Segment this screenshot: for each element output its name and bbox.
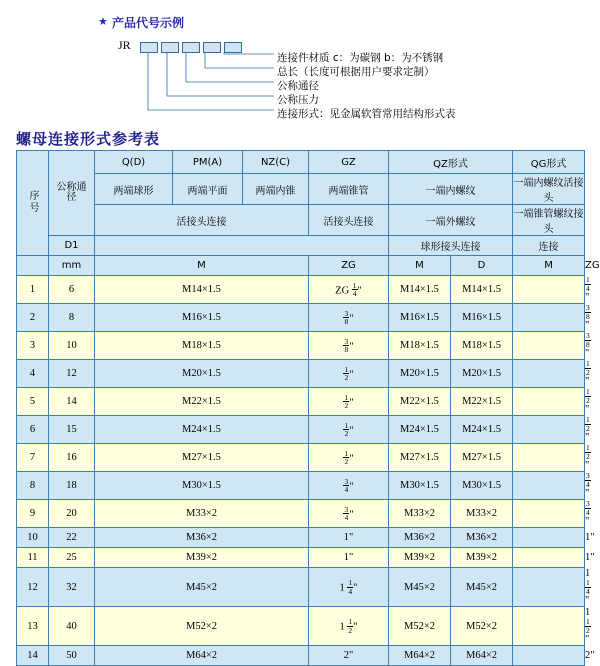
cell-m-qd: M24×1.5 [95,416,309,444]
cell-seq: 5 [17,388,49,416]
cell-dn: 50 [49,646,95,666]
cell-seq: 7 [17,444,49,472]
cell-qz-d: M24×1.5 [451,416,513,444]
cell-dn: 20 [49,500,95,528]
table-row: 14 50 M64×2 2" M64×2 M64×2 2" [17,646,585,666]
cell-zg-gz: $\frac{3}{4}$ " [309,472,389,500]
cell-zg-gz: $\frac{1}{2}$ " [309,388,389,416]
legend-title: 产品代号示例 [112,16,185,30]
cell-m-qd: M52×2 [95,607,309,646]
cell-seq: 4 [17,360,49,388]
header-group-gz: GZ [309,151,389,174]
cell-seq: 13 [17,607,49,646]
cell-seq: 11 [17,548,49,568]
cell-qz-m: M39×2 [389,548,451,568]
cell-dn: 22 [49,528,95,548]
header-row-units: mm M ZG M D M ZG [17,256,585,276]
header-form-gz: 两端锥管 [309,174,389,205]
reference-table [16,150,600,666]
table-row: 4 12 M20×1.5 $\frac{1}{2}$ " M20×1.5 M20×1.5 $\frac{1}{2}$ " [17,360,585,388]
cell-seq: 10 [17,528,49,548]
cell-qz-m: M64×2 [389,646,451,666]
header-unit-seq [17,256,49,276]
cell-qg-m [513,444,585,472]
table-row: 6 15 M24×1.5 $\frac{1}{2}$ " M24×1.5 M24×1.5 $\frac{1}{2}$ " [17,416,585,444]
cell-qg-m [513,388,585,416]
header-form-nzc: 两端内锥 [243,174,309,205]
cell-qz-m: M30×1.5 [389,472,451,500]
cell-seq: 12 [17,568,49,607]
cell-qz-d: M30×1.5 [451,472,513,500]
header-seq: 序号 [17,151,49,256]
header-blank [95,236,389,256]
legend-note-form: 连接形式：见金属软管常用结构形式表 [277,108,456,120]
cell-qg-m [513,646,585,666]
cell-m-qd: M14×1.5 [95,276,309,304]
cell-qg-m [513,548,585,568]
cell-qz-m: M27×1.5 [389,444,451,472]
code-prefix: JR [118,38,131,52]
header-d1: D1 [49,236,95,256]
cell-zg-gz: ZG $\frac{1}{4}$ " [309,276,389,304]
cell-qg-m [513,360,585,388]
table-body [17,275,595,666]
cell-qz-m: M52×2 [389,607,451,646]
cell-qz-m: M24×1.5 [389,416,451,444]
cell-qz-m: M16×1.5 [389,304,451,332]
cell-m-qd: M33×2 [95,500,309,528]
table-row: 2 8 M16×1.5 $\frac{3}{8}$ " M16×1.5 M16×1.5 $\frac{3}{8}$ " [17,304,585,332]
cell-qg-m [513,332,585,360]
header-form-qd: 两端球形 [95,174,173,205]
header-group-qg: QG形式 [513,151,585,174]
header-unit-mm: mm [49,256,95,276]
cell-qg-m [513,472,585,500]
table-row: 11 25 M39×2 1" M39×2 M39×2 1" [17,548,585,568]
cell-qg-m [513,528,585,548]
table-row: 1 6 M14×1.5 ZG $\frac{1}{4}$ " M14×1.5 M14×1.5 $\frac{1}{4}$ " [17,276,585,304]
header-group-qz: QZ形式 [389,151,513,174]
header-row-forms [17,174,585,205]
cell-dn: 15 [49,416,95,444]
cell-zg-gz: $\frac{1}{2}$ " [309,416,389,444]
page-title: 螺母连接形式参考表 [16,130,161,148]
cell-zg-gz: 1" [309,528,389,548]
cell-qg-m [513,304,585,332]
header-qg-conn: 连接 [513,236,585,256]
cell-dn: 16 [49,444,95,472]
header-row-d1 [17,236,585,256]
cell-seq: 2 [17,304,49,332]
cell-m-qd: M16×1.5 [95,304,309,332]
header-conn-left: 活接头连接 [95,205,309,236]
legend-note-dn: 公称通径 [277,80,319,92]
cell-qg-m [513,607,585,646]
table-row: 7 16 M27×1.5 $\frac{1}{2}$ " M27×1.5 M27×1.5 $\frac{1}{2}$ " [17,444,585,472]
header-qz-ball: 球形接头连接 [389,236,513,256]
cell-dn: 6 [49,276,95,304]
cell-qz-m: M18×1.5 [389,332,451,360]
cell-m-qd: M45×2 [95,568,309,607]
cell-qz-d: M45×2 [451,568,513,607]
cell-m-qd: M30×1.5 [95,472,309,500]
header-form-qz: 一端内螺纹 [389,174,513,205]
header-group-pma: PM(A) [173,151,243,174]
cell-dn: 18 [49,472,95,500]
cell-qz-d: M52×2 [451,607,513,646]
cell-qz-m: M45×2 [389,568,451,607]
legend-note-material: 连接件材质 c：为碳钢 b：为不锈钢 [277,52,444,64]
header-dn: 公称通径 [49,151,95,236]
table-head [17,151,600,276]
header-conn-gz: 活接头连接 [309,205,389,236]
cell-qz-m: M33×2 [389,500,451,528]
table-row: 3 10 M18×1.5 $\frac{3}{8}$ " M18×1.5 M18×1.5 $\frac{3}{8}$ " [17,332,585,360]
cell-qz-d: M14×1.5 [451,276,513,304]
cell-m-qd: M27×1.5 [95,444,309,472]
cell-zg-gz: 1 $\frac{1}{4}$ " [309,568,389,607]
cell-qz-d: M22×1.5 [451,388,513,416]
cell-m-qd: M22×1.5 [95,388,309,416]
cell-seq: 6 [17,416,49,444]
cell-m-qd: M64×2 [95,646,309,666]
header-unit-m: M [95,256,309,276]
table-row: 9 20 M33×2 $\frac{3}{4}$ " M33×2 M33×2 $\frac{3}{4}$ " [17,500,585,528]
cell-zg-gz: $\frac{1}{2}$ " [309,360,389,388]
cell-qg-m [513,568,585,607]
cell-dn: 32 [49,568,95,607]
cell-qz-m: M22×1.5 [389,388,451,416]
header-unit-qg-m: M [513,256,585,276]
cell-qg-m [513,416,585,444]
cell-qz-d: M18×1.5 [451,332,513,360]
table-row: 5 14 M22×1.5 $\frac{1}{2}$ " M22×1.5 M22×1.5 $\frac{1}{2}$ " [17,388,585,416]
cell-zg-gz: 1" [309,548,389,568]
legend-note-length: 总长（长度可根据用户要求定制） [277,66,435,78]
cell-m-qd: M20×1.5 [95,360,309,388]
cell-qg-m [513,276,585,304]
header-group-qd: Q(D) [95,151,173,174]
cell-dn: 8 [49,304,95,332]
cell-qz-d: M64×2 [451,646,513,666]
header-row-connection [17,205,585,236]
cell-zg-gz: 1 $\frac{1}{2}$ " [309,607,389,646]
cell-seq: 3 [17,332,49,360]
header-unit-qz-d: D [451,256,513,276]
cell-seq: 9 [17,500,49,528]
header-form-pma: 两端平面 [173,174,243,205]
product-code-legend [0,0,600,118]
cell-qg-m [513,500,585,528]
table-row: 13 40 M52×2 1 $\frac{1}{2}$ " M52×2 M52×2 1 $\frac{1}{2}$ " [17,607,585,646]
cell-qz-m: M36×2 [389,528,451,548]
star-icon: ★ [98,15,108,28]
cell-seq: 14 [17,646,49,666]
cell-m-qd: M36×2 [95,528,309,548]
cell-seq: 8 [17,472,49,500]
table-row: 10 22 M36×2 1" M36×2 M36×2 1" [17,528,585,548]
cell-zg-gz: 2" [309,646,389,666]
cell-dn: 25 [49,548,95,568]
header-row-groups [17,151,585,174]
cell-qz-m: M14×1.5 [389,276,451,304]
cell-dn: 10 [49,332,95,360]
cell-dn: 40 [49,607,95,646]
cell-qz-m: M20×1.5 [389,360,451,388]
cell-dn: 14 [49,388,95,416]
cell-zg-gz: $\frac{3}{4}$ " [309,500,389,528]
cell-qz-d: M16×1.5 [451,304,513,332]
header-unit-zg: ZG [309,256,389,276]
cell-qz-d: M27×1.5 [451,444,513,472]
header-unit-qz-m: M [389,256,451,276]
cell-zg-gz: $\frac{1}{2}$ " [309,444,389,472]
header-conn-qz: 一端外螺纹 [389,205,513,236]
cell-qz-d: M39×2 [451,548,513,568]
header-group-nzc: NZ(C) [243,151,309,174]
legend-note-pn: 公称压力 [277,94,319,106]
cell-m-qd: M18×1.5 [95,332,309,360]
cell-seq: 1 [17,276,49,304]
cell-dn: 12 [49,360,95,388]
cell-qz-d: M33×2 [451,500,513,528]
nut-connection-table [16,150,600,666]
table-row: 12 32 M45×2 1 $\frac{1}{4}$ " M45×2 M45×2 1 $\frac{1}{4}$ " [17,568,585,607]
cell-m-qd: M39×2 [95,548,309,568]
header-conn-qg: 一端锥管螺纹接头 [513,205,585,236]
table-row: 8 18 M30×1.5 $\frac{3}{4}$ " M30×1.5 M30×1.5 $\frac{3}{4}$ " [17,472,585,500]
cell-qz-d: M36×2 [451,528,513,548]
cell-zg-gz: $\frac{3}{8}$ " [309,332,389,360]
header-form-qg: 一端内螺纹活接头 [513,174,585,205]
cell-qz-d: M20×1.5 [451,360,513,388]
cell-zg-gz: $\frac{3}{8}$ " [309,304,389,332]
